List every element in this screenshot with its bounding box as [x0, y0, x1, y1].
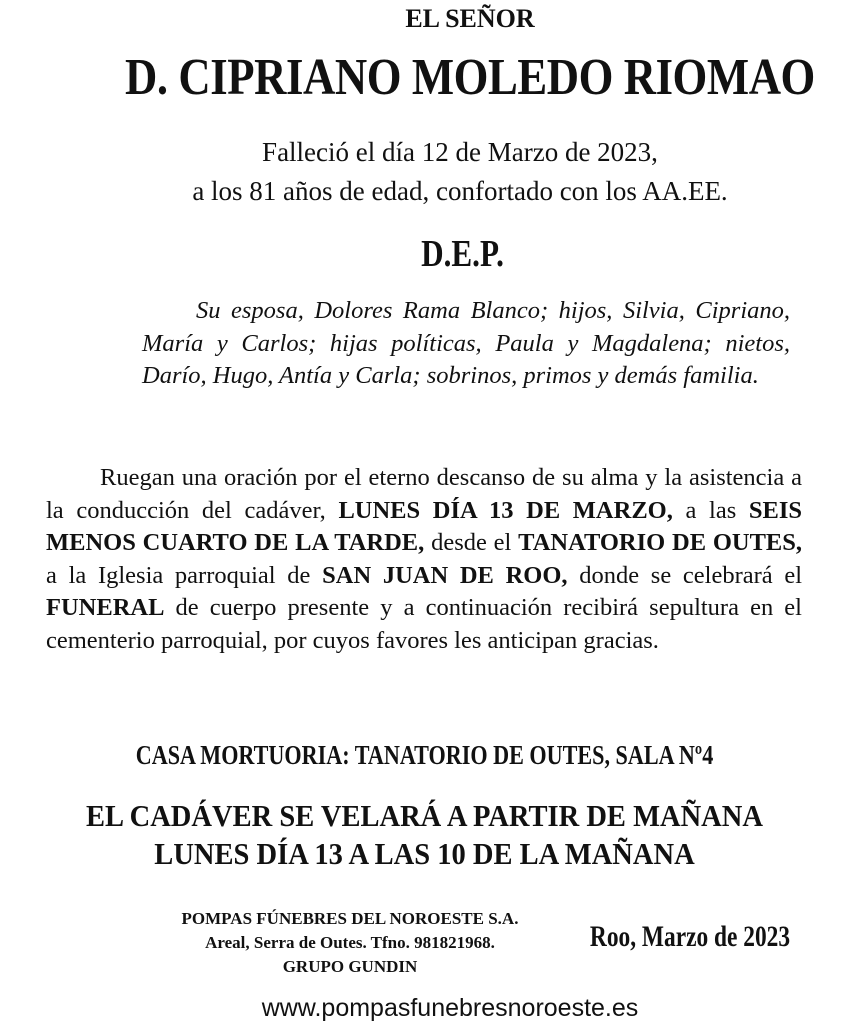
request-text-6: de cuerpo presente y a continuación recibirá sepultura en el cementerio parroquial, por cuyos favores les anticipan gracias.	[46, 594, 802, 654]
header-title: EL SEÑOR	[405, 4, 535, 33]
request-text-3: desde el	[431, 529, 512, 556]
company-address: Areal, Serra de Outes. Tfno. 981821968.	[205, 933, 495, 952]
request-text-1: Ruegan una oración por el eterno descanso de su alma y la asistencia a la conducción del cadáver,	[46, 464, 802, 524]
death-date-line: Falleció el día 12 de Marzo de 2023,	[262, 137, 658, 167]
family-text: Su esposa, Dolores Rama Blanco; hijos, Silvia, Cipriano, María y Carlos; hijas políticas, Paula y Magdalena; nietos, Darío, Hugo, Antía y Carla; sobrinos, primos y demás familia.	[142, 297, 790, 389]
website-link[interactable]: www.pompasfunebresnoroeste.es	[261, 994, 639, 1022]
place-date: Roo, Marzo de 2023	[589, 920, 791, 953]
company-group: GRUPO GUNDIN	[282, 957, 418, 976]
request-church: SAN JUAN DE ROO,	[322, 561, 568, 589]
family-paragraph	[142, 295, 790, 393]
request-text-2: a las	[685, 496, 737, 524]
dep-heading: D.E.P.	[421, 233, 504, 275]
request-day: LUNES DÍA 13 DE MARZO,	[338, 496, 673, 524]
deceased-name: D. CIPRIANO MOLEDO RIOMAO	[125, 49, 815, 106]
velatorio-line-1: EL CADÁVER SE VELARÁ A PARTIR DE MAÑANA	[86, 798, 763, 833]
request-funeral: FUNERAL	[46, 594, 165, 621]
request-paragraph	[46, 462, 802, 657]
request-text-5: donde se celebrará el	[579, 561, 803, 589]
casa-mortuoria: CASA MORTUORIA: TANATORIO DE OUTES, SALA Nº4	[135, 740, 714, 770]
company-name: POMPAS FÚNEBRES DEL NOROESTE S.A.	[181, 909, 519, 928]
request-time: SEIS MENOS CUARTO DE LA TARDE,	[46, 496, 803, 556]
velatorio-line-2: LUNES DÍA 13 A LAS 10 DE LA MAÑANA	[154, 836, 695, 871]
age-line: a los 81 años de edad, confortado con los AA.EE.	[192, 176, 728, 206]
request-text-4: a la Iglesia parroquial de	[46, 561, 311, 589]
request-origin: TANATORIO DE OUTES,	[518, 529, 803, 556]
